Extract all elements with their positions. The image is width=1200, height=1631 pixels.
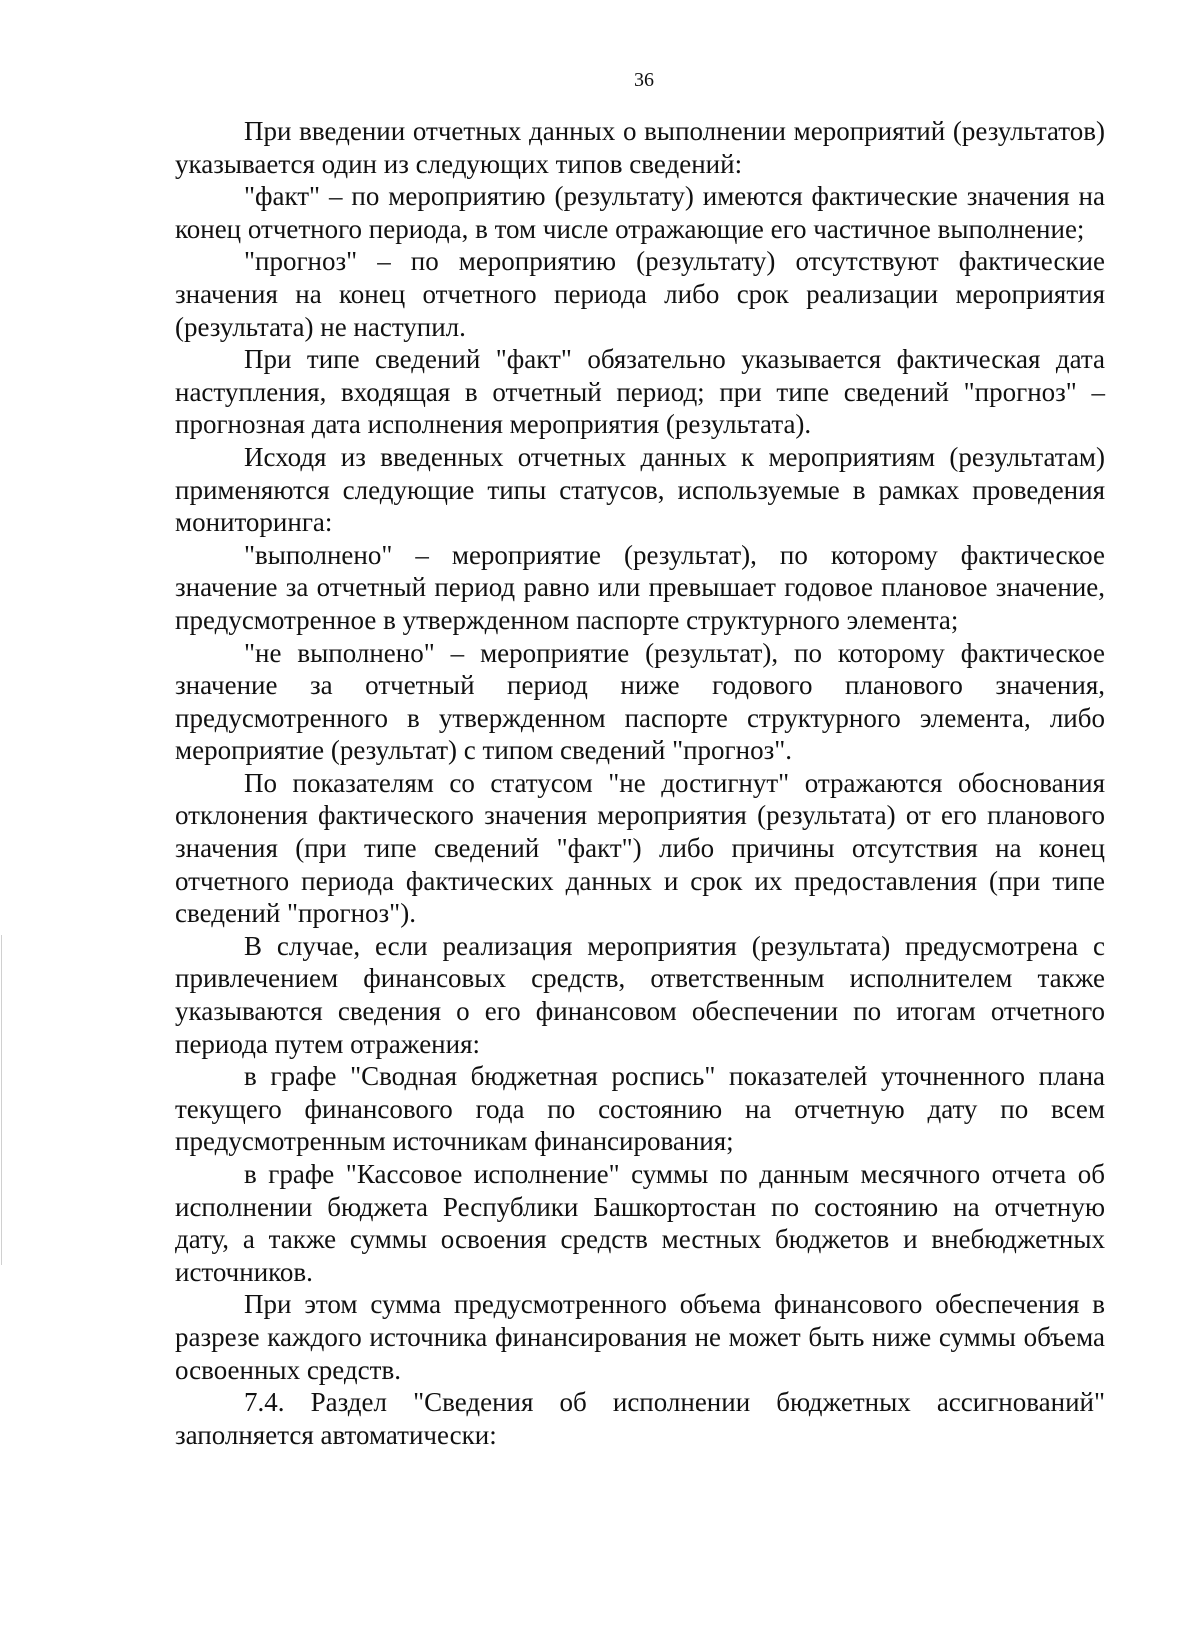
- paragraph-amount-constraint: При этом сумма предусмотренного объема финансового обеспечения в разрезе каждого источника финансирования не может быть ниже суммы объема освоенных средств.: [175, 1289, 1105, 1385]
- paragraph-type-fact: "факт" – по мероприятию (результату) имеются фактические значения на конец отчетного периода, в том числе отражающие его частичное выполнение;: [175, 181, 1105, 244]
- paragraph-cash-execution-column: в графе "Кассовое исполнение" суммы по данным месячного отчета об исполнении бюджета Республики Башкортостан по состоянию на отчетную дату, а также суммы освоения средств местных бюджетов и внебюджетных источников.: [175, 1159, 1105, 1287]
- paragraph-status-completed: "выполнено" – мероприятие (результат), по которому фактическое значение за отчетный период равно или превышает годовое плановое значение, предусмотренное в утвержденном паспорте структурного элемента;: [175, 539, 1105, 635]
- paragraph-reporting-data-types: При введении отчетных данных о выполнении мероприятий (результатов) указывается один из следующих типов сведений:: [175, 116, 1105, 179]
- paragraph-status-types: Исходя из введенных отчетных данных к мероприятиям (результатам) применяются следующие типы статусов, используемые в рамках проведения мониторинга:: [175, 441, 1105, 538]
- paragraph-not-achieved-justification: По показателям со статусом "не достигнут" отражаются обоснования отклонения фактического значения мероприятия (результата) от его планового значения (при типе сведений "факт") либо причины отсутствия на конец отчетного периода фактических данных и срок их предоставления (при типе сведений "прогноз").: [175, 767, 1105, 929]
- scan-edge-mark: [1, 935, 2, 1265]
- paragraph-budget-list-column: в графе "Сводная бюджетная роспись" показателей уточненного плана текущего финансового года по состоянию на отчетную дату по всем предусмотренным источникам финансирования;: [175, 1061, 1105, 1157]
- paragraph-section-7-4: 7.4. Раздел "Сведения об исполнении бюджетных ассигнований" заполняется автоматически:: [175, 1387, 1105, 1450]
- document-body: [175, 115, 1105, 1451]
- paragraph-financial-support: В случае, если реализация мероприятия (результата) предусмотрена с привлечением финансовых средств, ответственным исполнителем также указываются сведения о его финансовом обеспечении по итогам отчетного периода путем отражения:: [175, 930, 1105, 1059]
- page-number: 36: [634, 69, 654, 91]
- paragraph-status-not-completed: "не выполнено" – мероприятие (результат), по которому фактическое значение за отчетный период ниже годового планового значения, предусмотренного в утвержденном паспорте структурного элемента, либо мероприятие (результат) с типом сведений "прогноз".: [175, 637, 1105, 766]
- paragraph-date-requirements: При типе сведений "факт" обязательно указывается фактическая дата наступления, входящая в отчетный период; при типе сведений "прогноз" – прогнозная дата исполнения мероприятия (результата).: [175, 344, 1105, 440]
- paragraph-type-forecast: "прогноз" – по мероприятию (результату) отсутствуют фактические значения на конец отчетного периода либо срок реализации мероприятия (результата) не наступил.: [175, 246, 1105, 342]
